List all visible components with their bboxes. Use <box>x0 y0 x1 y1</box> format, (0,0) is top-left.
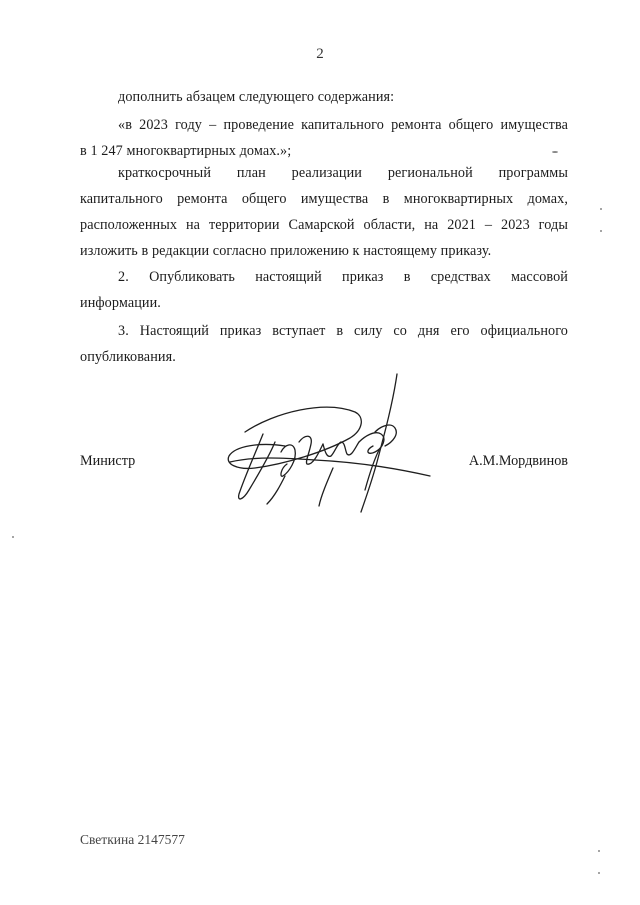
handwritten-signature <box>215 372 435 517</box>
paragraph-item-2 <box>80 264 568 316</box>
paragraph-amend-intro <box>80 84 568 110</box>
signer-name: А.М.Мордвинов <box>468 453 568 469</box>
paragraph-line: «в 2023 году – проведение капитального ремонта общего имущества <box>118 117 568 133</box>
paragraph-line: изложить в редакции согласно приложению к настоящему приказу. <box>80 243 492 259</box>
paragraph-line: 2. Опубликовать настоящий приказ в средствах массовой <box>118 269 568 285</box>
paragraph-line: краткосрочный план реализации региональной программы <box>118 165 568 181</box>
scan-speck <box>598 872 600 874</box>
signer-position: Министр <box>80 453 136 469</box>
scan-speck <box>600 208 602 210</box>
page-number: 2 <box>316 46 324 62</box>
paragraph-short-term-plan <box>80 160 568 264</box>
executor-note: Светкина 2147577 <box>80 832 185 847</box>
paragraph-line: в 1 247 многоквартирных домах.»; <box>80 143 292 159</box>
scan-speck <box>600 230 602 232</box>
paragraph-line: дополнить абзацем следующего содержания: <box>118 89 395 105</box>
paragraph-item-3 <box>80 318 568 370</box>
scan-speck <box>552 151 558 153</box>
paragraph-line: опубликования. <box>80 349 176 365</box>
paragraph-line: капитального ремонта общего имущества в многоквартирных домах, <box>80 191 568 207</box>
scan-speck <box>598 850 600 852</box>
paragraph-line: расположенных на территории Самарской области, на 2021 – 2023 годы <box>80 217 568 233</box>
paragraph-line: информации. <box>80 295 161 311</box>
signature-row <box>80 447 568 477</box>
paragraph-quoted-insert <box>80 112 568 164</box>
paragraph-line: 3. Настоящий приказ вступает в силу со дня его официального <box>118 323 568 339</box>
scan-speck <box>12 536 14 538</box>
